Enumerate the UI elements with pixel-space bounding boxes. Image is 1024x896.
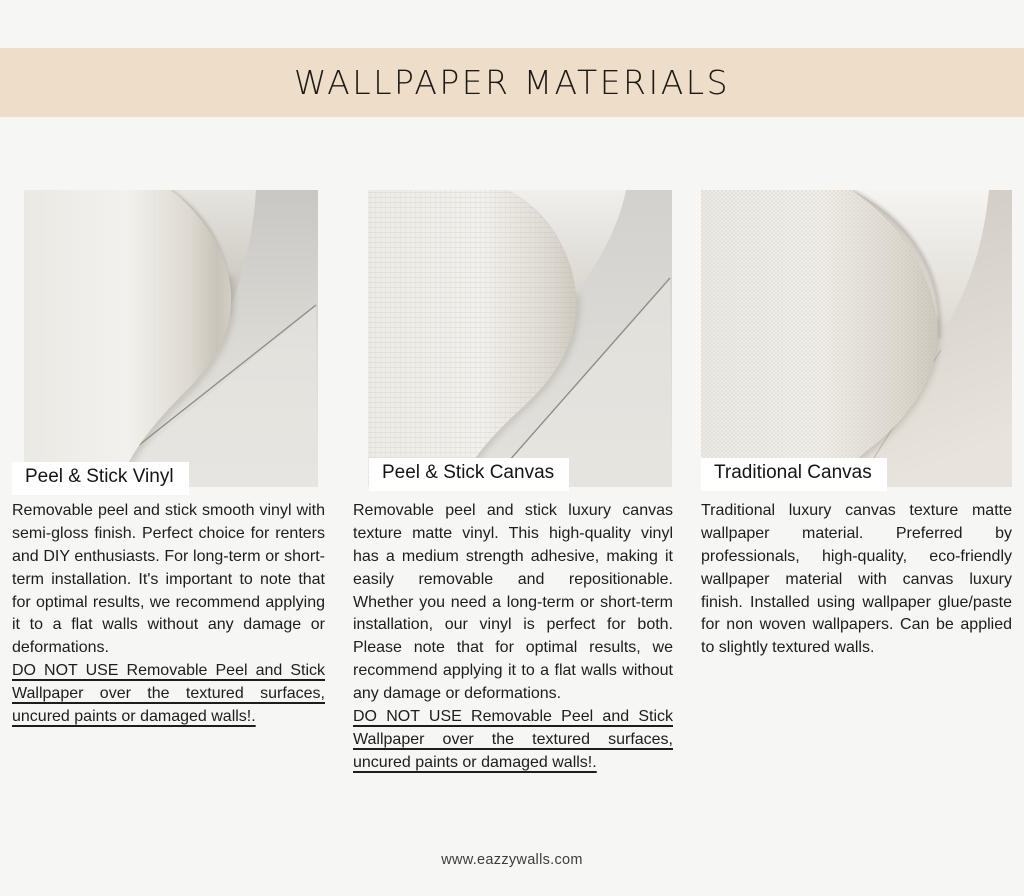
material-column-traditional — [701, 190, 1012, 775]
canvas-sample-figure — [353, 190, 673, 487]
traditional-sample-figure — [701, 190, 1012, 487]
description-canvas: Removable peel and stick luxury canvas texture matte vinyl. This high-quality vinyl has a medium strength adhesive, making it easily removable and repositionable. Whether you need a long-term or short-term installation, our vinyl is perfect for both. Please note that for optimal results, we recommend applying it to a flat walls without any damage or deformations. — [353, 502, 673, 702]
website-url: www.eazzywalls.com — [441, 852, 583, 868]
traditional-canvas-sample-photo — [701, 190, 1012, 487]
sample-label-traditional: Traditional Canvas — [701, 458, 887, 491]
warning-canvas: DO NOT USE Removable Peel and Stick Wallpaper over the textured surfaces, uncured paints or damaged walls!. — [353, 707, 673, 771]
description-vinyl: Removable peel and stick smooth vinyl with semi-gloss finish. Perfect choice for renters and DIY enthusiasts. For long-term or short-term installation. It's important to note that for optimal results, we recommend applying it to a flat walls without any damage or deformations. — [12, 502, 325, 657]
materials-columns — [0, 190, 1024, 775]
sample-label-vinyl: Peel & Stick Vinyl — [12, 462, 189, 495]
page-title: WALLPAPER MATERIALS — [293, 63, 731, 102]
material-column-vinyl — [12, 190, 325, 775]
smooth-vinyl-sample-photo — [24, 190, 318, 487]
title-banner — [0, 48, 1024, 117]
sample-label-canvas: Peel & Stick Canvas — [369, 458, 569, 491]
canvas-vinyl-sample-photo — [368, 190, 672, 487]
warning-vinyl: DO NOT USE Removable Peel and Stick Wallpaper over the textured surfaces, uncured paints or damaged walls!. — [12, 662, 325, 725]
description-traditional: Traditional luxury canvas texture matte wallpaper material. Preferred by professionals, high-quality, eco-friendly wallpaper material with canvas luxury finish. Installed using wallpaper glue/paste for non woven wallpapers. Can be applied to slightly textured walls. — [701, 502, 1012, 657]
material-column-canvas — [353, 190, 673, 775]
vinyl-sample-figure — [12, 190, 325, 487]
